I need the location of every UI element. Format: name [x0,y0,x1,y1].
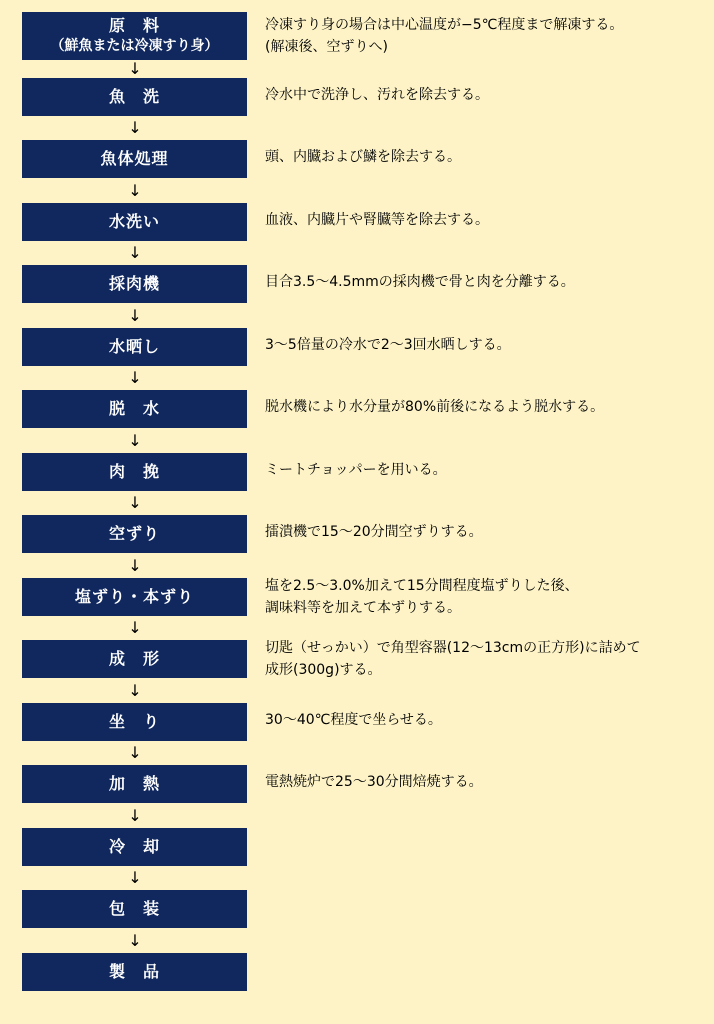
step-label: 水晒し [108,337,160,356]
flow-arrow: ↓ [128,556,142,575]
step-description [265,771,710,793]
step-description [265,209,710,231]
step-label: 原 料 [108,16,160,35]
step-description-line: 頭、内臓および鱗を除去する。 [265,149,461,165]
step-box [22,703,247,741]
step-box [22,12,247,60]
step-label: 加 熱 [108,774,160,793]
step-description [265,146,710,168]
step-description-line: 冷水中で洗浄し、汚れを除去する。 [265,87,489,103]
flow-arrow: ↓ [128,181,142,200]
step-description [265,396,710,418]
step-box [22,140,247,178]
step-label: 冷 却 [108,837,160,856]
step-description-line: 血液、内臓片や腎臓等を除去する。 [265,212,489,228]
flow-arrow: ↓ [128,618,142,637]
step-box [22,578,247,616]
step-description-line: 擂潰機で15〜20分間空ずりする。 [265,524,483,540]
step-description [265,84,710,106]
step-description-line: 調味料等を加えて本ずりする。 [265,600,461,616]
flow-arrow: ↓ [128,243,142,262]
step-label: 採肉機 [108,274,160,293]
step-description-line: (解凍後、空ずりへ) [265,39,388,55]
step-box [22,265,247,303]
flow-arrow: ↓ [128,59,142,78]
step-description [265,575,710,619]
step-box [22,203,247,241]
step-description-line: 冷凍すり身の場合は中心温度が−5℃程度まで解凍する。 [265,17,624,33]
step-box [22,78,247,116]
step-description-line: 成形(300g)する。 [265,662,382,678]
step-label: 魚体処理 [100,149,169,168]
step-label: 製 品 [108,962,160,981]
flow-arrow: ↓ [128,931,142,950]
step-description-line: 電熱焼炉で25〜30分間焙焼する。 [265,774,483,790]
flow-arrow: ↓ [128,743,142,762]
step-box [22,828,247,866]
step-box [22,328,247,366]
step-box [22,890,247,928]
step-box [22,640,247,678]
step-sublabel: （鮮魚または冷凍すり身） [50,38,219,54]
step-description-line: 切匙（せっかい）で角型容器(12〜13cmの正方形)に詰めて [265,640,641,656]
step-description [265,637,710,681]
step-description-line: ミートチョッパーを用いる。 [265,462,447,478]
flow-arrow: ↓ [128,681,142,700]
step-label: 魚 洗 [108,87,160,106]
step-label: 脱 水 [108,399,160,418]
step-box [22,765,247,803]
flow-arrow: ↓ [128,368,142,387]
step-description [265,459,710,481]
step-box [22,390,247,428]
flow-arrow: ↓ [128,493,142,512]
step-description-line: 目合3.5〜4.5mmの採肉機で骨と肉を分離する。 [265,274,575,290]
step-description [265,14,710,58]
step-label: 肉 挽 [108,462,160,481]
step-description-line: 脱水機により水分量が80%前後になるよう脱水する。 [265,399,605,415]
step-label: 塩ずり・本ずり [74,587,194,606]
step-box [22,453,247,491]
step-description [265,709,710,731]
step-description [265,334,710,356]
flow-arrow: ↓ [128,431,142,450]
step-description-line: 塩を2.5〜3.0%加えて15分間程度塩ずりした後、 [265,578,579,594]
step-label: 水洗い [108,212,160,231]
step-description-line: 30〜40℃程度で坐らせる。 [265,712,442,728]
flow-arrow: ↓ [128,118,142,137]
step-box [22,515,247,553]
step-label: 空ずり [108,524,160,543]
step-description [265,271,710,293]
step-box [22,953,247,991]
step-label: 坐 り [108,712,160,731]
step-description-line: 3〜5倍量の冷水で2〜3回水晒しする。 [265,337,511,353]
step-description [265,521,710,543]
step-label: 包 装 [108,899,160,918]
step-label: 成 形 [108,649,160,668]
flow-arrow: ↓ [128,306,142,325]
flow-arrow: ↓ [128,806,142,825]
flow-arrow: ↓ [128,868,142,887]
